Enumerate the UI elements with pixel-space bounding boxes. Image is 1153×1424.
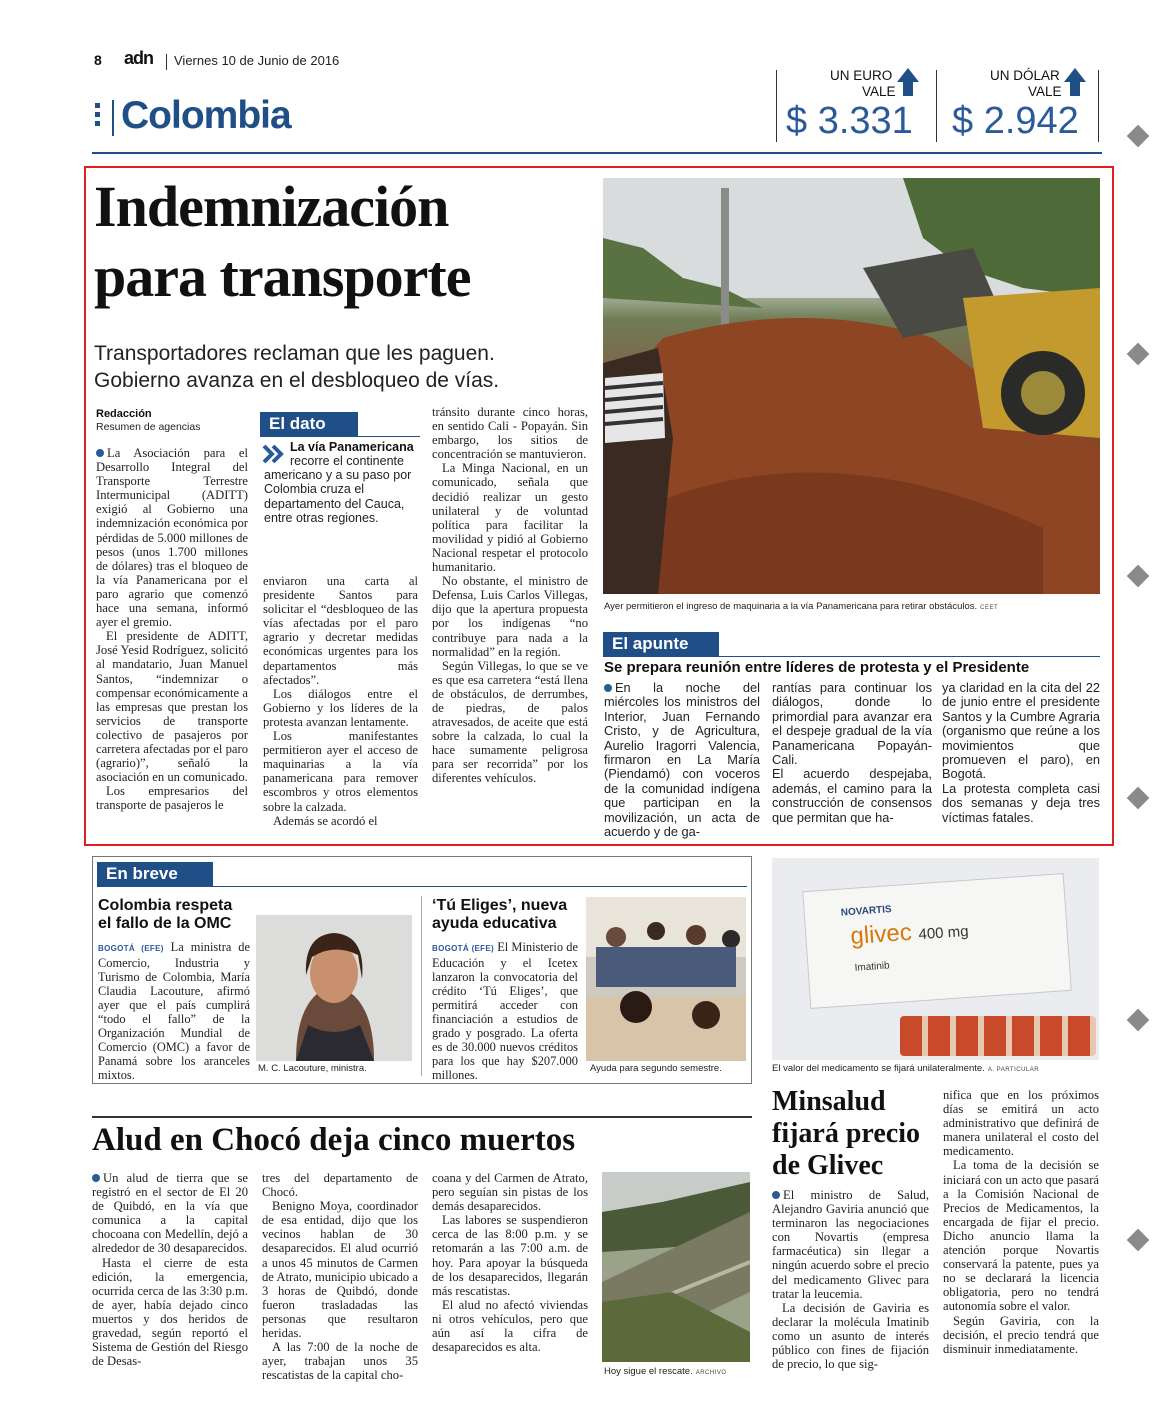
byline-sub: Resumen de agencias [96,421,201,433]
breve-2-title-line1: ‘Tú Eliges’, nueva [432,897,568,914]
glivec-box [802,873,1072,1009]
rescue-photo [602,1172,750,1362]
glivec-generic: Imatinib [854,960,891,974]
apunte-col-2 [772,681,932,825]
issue-date: Viernes 10 de Junio de 2016 [174,53,340,68]
euro-label: UN EURO [830,68,893,83]
choco-col-1 [92,1171,248,1368]
choco-col-2 [262,1171,418,1382]
lacouture-photo [256,915,412,1061]
euro-label-vale: VALE [862,84,896,99]
breve-1-text: BOGOTÁ (EFE) La ministra de Comercio, Industria y Turismo de Colombia, María Claudia Lacouture, afirmó ayer que el país cumplirá “todo el fallo” de la Organización Mundial de Comercio (OMC) a favor de Panamá sobre los aranceles mixtos. [98,940,250,1082]
section-title: Colombia [121,94,291,137]
breve-1-title [98,897,232,933]
lead-photo [603,178,1100,594]
euro-divider [776,70,777,142]
arrow-up-icon-stem [1070,82,1080,96]
lead-col-2 [263,574,418,828]
choco-col-3 [432,1171,588,1354]
choco-top-rule [92,1116,752,1118]
adn-logo: adn [124,48,154,68]
choco-title: Alud en Chocó deja cinco muertos [92,1122,576,1158]
section-divider [112,100,114,136]
rescue-caption: Hoy sigue el rescate. ARCHIVO [604,1366,727,1377]
arrow-up-icon-stem [903,82,913,96]
lead-title [94,172,470,312]
apunte-col-1: En la noche del miércoles los ministros del Interior, Juan Fernando Cristo, y de Agricultura, Aurelio Iragorri Valencia, firmaron en La María (Piendamó) con voceros de la comunidad indígena que participan en la movilización, un acta de acuerdo y de ga- [604,680,760,840]
dollar-value: $ 2.942 [952,100,1079,142]
apunte-paragraph: El acuerdo despejaba, además, el camino para la construcción de consensos que permitan que ha- [772,766,932,825]
bullet-icon [772,1191,780,1199]
en-breve-label: En breve [97,862,213,886]
place-tag: BOGOTÁ (EFE) [98,944,164,953]
students-caption: Ayuda para segundo semestre. [590,1063,722,1074]
choco-paragraph: Hasta el cierre de esta edición, la emergencia, ocurrida cerca de las 3:30 p.m. de ayer, había dejado cinco muertos y dos heridos de gravedad, según reportó el Sistema de Gestión del Riesgo de Desas- [92,1255,248,1369]
lead-paragraph: Los manifestantes permitieron ayer el acceso de maquinarias a la vía panamericana para remover escombros y otros elementos sobre la calzada. [263,729,418,814]
lead-paragraph: La Asociación para el Desarrollo Integral del Transporte Terrestre Intermunicipal (ADITT) exigió al Gobierno una indemnización económica por pérdidas de 5.000 millones de pesos (unos 1.700 millones de dólares) tras el bloqueo de la vía Panamericana por el paro agrario que comenzó hace una semana, informó ayer el gremio. [96,446,248,630]
margin-diamond-icon [1127,1229,1150,1252]
place-tag: BOGOTÁ (EFE) [432,944,494,953]
apunte-paragraph: ya claridad en la cita del 22 de junio entre el presidente Santos y la Cumbre Agraria (organismo que reúne a los movimientos que promueven el paro), en Bogotá. [942,680,1100,782]
choco-paragraph: A las 7:00 de la noche de ayer, trabajan unos 35 rescatistas de la capital cho- [262,1340,418,1383]
lead-subtitle [94,340,499,394]
apunte-col-3 [942,681,1100,825]
glivec-paragraph: Según Gaviria, con la decisión, el precio tendrá que disminuir inmediatamente. [943,1313,1099,1356]
choco-paragraph: Las labores se suspendieron cerca de las 8:00 p.m. y se retomarán a las 7:00 a.m. de hoy. Para apoyar la búsqueda de los desaparecidos, llegarán más rescatistas. [432,1213,588,1298]
bullet-icon [96,449,104,457]
lead-paragraph: tránsito durante cinco horas, en sentido Cali - Popayán. Sin embargo, los sitios de concentración se mantuvieron. [432,405,588,462]
arrow-up-icon [897,68,919,82]
glivec-paragraph: La toma de la decisión se iniciará con un acto que pasará a la Comisión Nacional de Precios de Medicamentos, la encargada de fijar el precio. Dicho anuncio llama la atención porque Novartis conservará la patente, pues ya no se declarará la licencia obligatoria, pero no tendrá autonomía sobre el valor. [943,1158,1099,1314]
lead-paragraph: La Minga Nacional, en un comunicado, señala que decidió realizar un gesto unilateral y de voluntad política para facilitar la movilidad y pidió al Gobierno Nacional respetar el protocolo humanitario. [432,461,588,575]
choco-paragraph: El alud no afectó viviendas ni otros vehículos, pero que aún así la cifra de desaparecidos es alta. [432,1297,588,1355]
apunte-title: Se prepara reunión entre líderes de protesta y el Presidente [604,659,1030,676]
rate-divider [936,70,937,142]
euro-value: $ 3.331 [786,100,913,142]
glivec-col-1 [772,1188,929,1371]
el-apunte-label: El apunte [603,632,719,656]
dollar-divider [1098,70,1099,142]
breve-1-title-line2: el fallo de la OMC [98,915,232,932]
students-photo [586,897,746,1061]
margin-diamond-icon [1127,343,1150,366]
lead-title-line2: para transporte [94,244,471,309]
choco-paragraph: tres del departamento de Chocó. [262,1171,418,1200]
lead-paragraph: No obstante, el ministro de Defensa, Luis Carlos Villegas, dijo que la apertura propuesta por los indígenas “no contribuye para nada a la normalidad” en la región. [432,574,588,659]
glivec-caption: El valor del medicamento se fijará unilateralmente. A. PARTICULAR [772,1063,1040,1074]
glivec-title-line1: Minsalud [772,1086,886,1117]
bullet-icon [604,684,612,692]
lead-title-line1: Indemnización [94,174,449,239]
glivec-title [772,1086,920,1182]
dato-text: recorre el continente americano y a su paso por Colombia cruza el departamento del Cauca, entre otras regiones. [264,454,412,525]
bullets-icon [95,103,100,129]
breve-divider [421,896,422,1076]
breve-1-title-line1: Colombia respeta [98,897,233,914]
choco-paragraph: coana y del Carmen de Atrato, pero seguían sin pistas de los demás desaparecidos. [432,1171,588,1214]
dato-underline [260,436,420,437]
dollar-label-vale: VALE [1028,84,1062,99]
header-divider [166,54,167,70]
glivec-paragraph: La decisión de Gaviria es declarar la molécula Imatinib como un asunto de interés público con fines de fijación de precio, lo que sig- [772,1300,929,1372]
el-dato-label: El dato [260,412,358,436]
lead-paragraph: Además se acordó el [273,813,378,828]
byline: Redacción [96,408,152,420]
breve-underline [97,886,747,887]
margin-diamond-icon [1127,1009,1150,1032]
pill-blister [900,1016,1096,1056]
breve-2-text: BOGOTÁ (EFE) El Ministerio de Educación y el Icetex lanzaron la convocatoria del crédito ‘Tú Eliges’, que permitirá acceder con financiación a estudios de grado y posgrado. La oferta es de 30.000 nuevos créditos para los que hay $207.000 millones. [432,940,578,1082]
apunte-paragraph: rantías para continuar los diálogos, donde lo primordial para avanzar era el despeje gradual de la vía Panamericana Popayán-Cali. [772,680,932,768]
dollar-label: UN DÓLAR [990,68,1060,83]
glivec-brand: NOVARTIS [840,904,893,919]
margin-diamond-icon [1127,565,1150,588]
lead-photo-caption: Ayer permitieron el ingreso de maquinaria a la vía Panamericana para retirar obstáculos. CEET [604,601,999,612]
lacouture-caption: M. C. Lacouture, ministra. [258,1063,367,1074]
margin-diamond-icon [1127,125,1150,148]
glivec-col-2 [943,1088,1099,1356]
glivec-paragraph: El ministro de Salud, Alejandro Gaviria anunció que terminaron las negociaciones con Novartis (empresa farmacéutica) sin llegar a ningún acuerdo sobre el precio del medicamento Glivec para tratar la leucemia. [772,1188,929,1301]
glivec-paragraph: nifica que en los próximos días se emitirá un acto administrativo que definirá de manera unilateral el costo del medicamento. [943,1088,1099,1159]
page-number: 8 [94,52,102,68]
lead-col-1 [96,446,248,812]
lead-col-3 [432,405,588,786]
bullet-icon [92,1174,100,1182]
glivec-name: glivec 400 mg [849,918,970,950]
lead-subtitle-line2: Gobierno avanza en el desbloqueo de vías. [94,369,500,392]
glivec-photo [772,858,1099,1060]
margin-diamond-icon [1127,787,1150,810]
arrow-up-icon [1064,68,1086,82]
lead-paragraph: Los empresarios del transporte de pasajeros le [96,784,248,813]
lead-paragraph: El presidente de ADITT, José Yesid Rodríguez, solicitó al mandatario, Juan Manuel Santos, “indemnizar o compensar económicamente a las empresas que prestan los servicios de transporte colectivo de pasajeros por carretera afectadas por el paro (agrario)”, señaló la asociación en un comunicado. [96,629,248,785]
glivec-title-line3: de Glivec [772,1150,884,1181]
dato-bold: La vía Panamericana [290,440,414,454]
glivec-title-line2: fijará precio [772,1118,920,1149]
header-bottom-rule [92,152,1102,154]
lead-subtitle-line1: Transportadores reclaman que les paguen. [94,342,495,365]
lead-paragraph: Según Villegas, lo que se ve es que esa carretera “está llena de obstáculos, de derrumbes, de piedras, de palos atravesados, de aceite que está sobre la calzada, lo cual la hace sumamente peligrosa para ser recorrida” por los diferentes vehículos. [432,658,588,786]
breve-2-title-line2: ayuda educativa [432,915,557,932]
choco-paragraph: Un alud de tierra que se registró en el sector de El 20 de Quibdó, en la vía que comunica a la capital chocoana con Medellín, dejó a alrededor de 30 desaparecidos. [92,1171,248,1256]
apunte-paragraph: La protesta completa casi dos semanas y deja tres víctimas fatales. [942,780,1100,825]
choco-paragraph: Benigno Moya, coordinador de esa entidad, dijo que los vecinos hablan de 30 desaparecidos. El alud ocurrió a unos 45 minutos de Carmen de Atrato, municipio ubicado a 3 horas de Quibdó, donde fueron trasladadas las personas que resultaron heridas. [262,1199,418,1341]
lead-paragraph: enviaron una carta al presidente Santos para solicitar el “desbloqueo de las vías afectadas por el paro agrario y decretar medidas económicas urgentes para los departamentos más afectados”. [263,574,418,687]
breve-2-title [432,897,567,933]
apunte-underline [603,656,1100,657]
lead-paragraph: Los diálogos entre el Gobierno y los líderes de la protesta avanzan lentamente. [263,686,418,729]
